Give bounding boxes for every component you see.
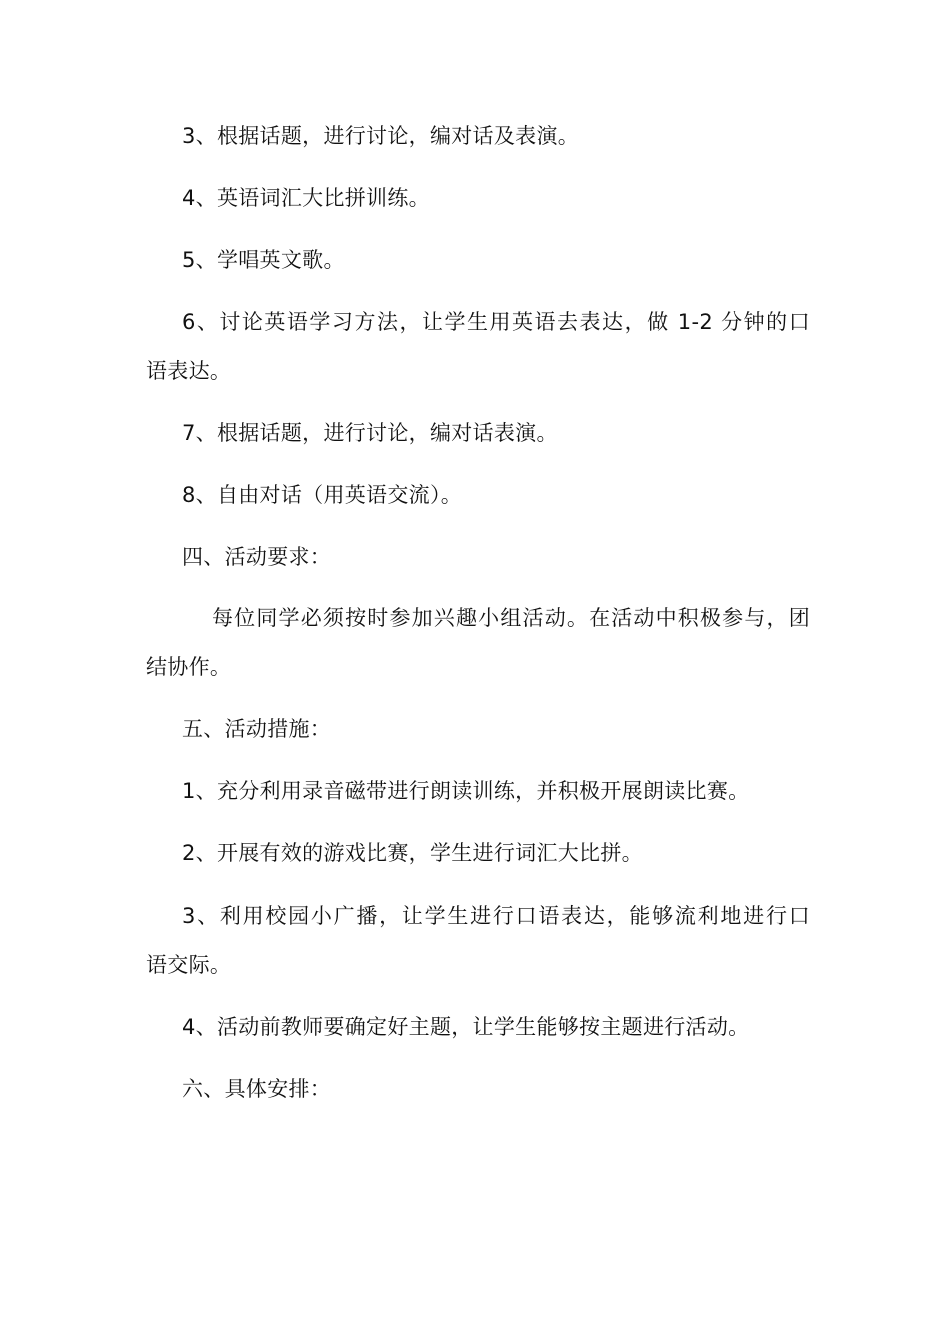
- measure-item-1: 1、充分利用录音磁带进行朗读训练，并积极开展朗读比赛。: [182, 779, 750, 803]
- list-item-7: 7、根据话题，进行讨论，编对话表演。: [182, 421, 558, 445]
- measure-item-4: 4、活动前教师要确定好主题，让学生能够按主题进行活动。: [182, 1015, 750, 1039]
- section-heading-schedule: 六、具体安排：: [182, 1077, 332, 1101]
- list-item-5: 5、学唱英文歌。: [182, 248, 345, 272]
- list-item-8: 8、自由对话（用英语交流）。: [182, 483, 463, 507]
- section-heading-requirements: 四、活动要求：: [182, 545, 332, 569]
- list-item-4: 4、英语词汇大比拼训练。: [182, 186, 430, 210]
- measure-item-2: 2、开展有效的游戏比赛，学生进行词汇大比拼。: [182, 841, 643, 865]
- requirements-paragraph-line-2: 结协作。: [146, 655, 232, 679]
- requirements-paragraph-line-1: 每位同学必须按时参加兴趣小组活动。在活动中积极参与，团: [212, 606, 810, 630]
- measure-item-3-line-2: 语交际。: [146, 953, 232, 977]
- measure-item-3-line-1: 3、利用校园小广播，让学生进行口语表达，能够流利地进行口: [182, 904, 810, 928]
- list-item-6-line-2: 语表达。: [146, 359, 232, 383]
- list-item-6-line-1: 6、讨论英语学习方法，让学生用英语去表达，做 1-2 分钟的口: [182, 310, 810, 334]
- list-item-3: 3、根据话题，进行讨论，编对话及表演。: [182, 124, 580, 148]
- section-heading-measures: 五、活动措施：: [182, 717, 332, 741]
